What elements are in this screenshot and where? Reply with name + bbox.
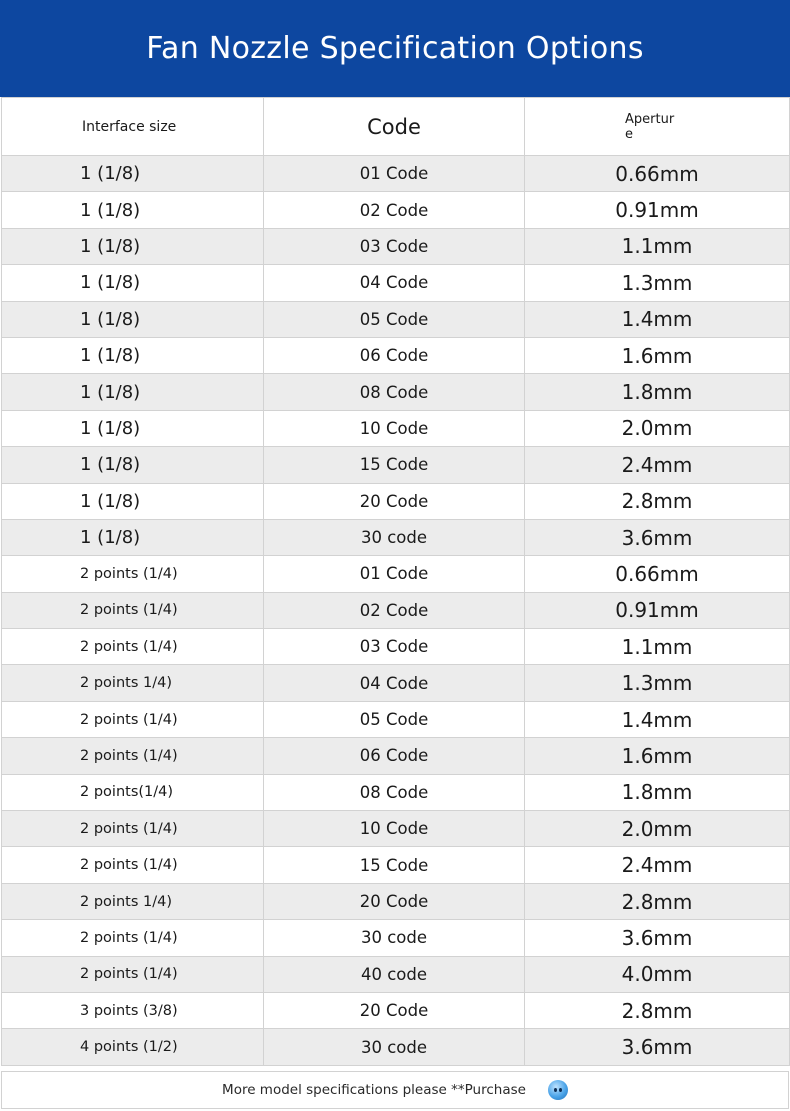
aperture-cell: 1.1mm — [525, 228, 790, 264]
aperture-cell: 1.3mm — [525, 265, 790, 301]
code-cell: 15 Code — [264, 447, 525, 483]
table-row — [2, 992, 790, 1028]
interface-size-cell: 1 (1/8) — [2, 519, 264, 555]
interface-size-cell: 1 (1/8) — [2, 337, 264, 373]
code-cell: 40 code — [264, 956, 525, 992]
aperture-cell: 0.91mm — [525, 192, 790, 228]
interface-size-cell: 1 (1/8) — [2, 410, 264, 446]
table-row — [2, 556, 790, 592]
code-cell: 15 Code — [264, 847, 525, 883]
table-row — [2, 774, 790, 810]
aperture-cell: 2.4mm — [525, 847, 790, 883]
page-banner — [0, 0, 790, 97]
code-cell: 10 Code — [264, 811, 525, 847]
code-cell: 03 Code — [264, 629, 525, 665]
code-cell: 30 code — [264, 519, 525, 555]
interface-size-cell: 1 (1/8) — [2, 447, 264, 483]
table-row — [2, 701, 790, 737]
aperture-cell: 1.1mm — [525, 629, 790, 665]
interface-size-cell: 1 (1/8) — [2, 192, 264, 228]
aperture-cell: 2.4mm — [525, 447, 790, 483]
table-row — [2, 592, 790, 628]
aperture-cell: 2.0mm — [525, 811, 790, 847]
interface-size-cell: 2 points (1/4) — [2, 701, 264, 737]
table-row — [2, 410, 790, 446]
aperture-cell: 1.8mm — [525, 774, 790, 810]
code-cell: 08 Code — [264, 774, 525, 810]
code-cell: 01 Code — [264, 156, 525, 192]
code-cell: 08 Code — [264, 374, 525, 410]
aperture-cell: 2.0mm — [525, 410, 790, 446]
aperture-cell: 1.3mm — [525, 665, 790, 701]
spec-table — [1, 97, 790, 1066]
interface-size-cell: 1 (1/8) — [2, 228, 264, 264]
aperture-cell: 2.8mm — [525, 483, 790, 519]
interface-size-cell: 1 (1/8) — [2, 374, 264, 410]
table-row — [2, 920, 790, 956]
interface-size-cell: 2 points (1/4) — [2, 629, 264, 665]
code-cell: 06 Code — [264, 337, 525, 373]
table-row — [2, 447, 790, 483]
aperture-cell: 1.8mm — [525, 374, 790, 410]
code-cell: 06 Code — [264, 738, 525, 774]
interface-size-cell: 4 points (1/2) — [2, 1029, 264, 1065]
table-row — [2, 228, 790, 264]
aperture-cell: 0.91mm — [525, 592, 790, 628]
aperture-cell: 3.6mm — [525, 1029, 790, 1065]
header-aperture-label: Apertur e — [625, 111, 675, 142]
aperture-cell: 1.4mm — [525, 301, 790, 337]
table-row — [2, 192, 790, 228]
table-row — [2, 374, 790, 410]
code-cell: 02 Code — [264, 592, 525, 628]
table-row — [2, 483, 790, 519]
table-row — [2, 956, 790, 992]
code-cell: 04 Code — [264, 665, 525, 701]
aperture-cell: 1.4mm — [525, 701, 790, 737]
table-row — [2, 811, 790, 847]
aperture-cell: 2.8mm — [525, 883, 790, 919]
interface-size-cell: 3 points (3/8) — [2, 992, 264, 1028]
aperture-cell: 0.66mm — [525, 556, 790, 592]
interface-size-cell: 1 (1/8) — [2, 301, 264, 337]
aperture-cell: 1.6mm — [525, 738, 790, 774]
aperture-cell: 3.6mm — [525, 920, 790, 956]
interface-size-cell: 2 points (1/4) — [2, 847, 264, 883]
header-aperture — [525, 98, 790, 156]
table-header-row — [2, 98, 790, 156]
aperture-cell: 3.6mm — [525, 519, 790, 555]
table-row — [2, 337, 790, 373]
interface-size-cell: 2 points (1/4) — [2, 592, 264, 628]
code-cell: 10 Code — [264, 410, 525, 446]
code-cell: 01 Code — [264, 556, 525, 592]
code-cell: 30 code — [264, 920, 525, 956]
interface-size-cell: 2 points 1/4) — [2, 883, 264, 919]
header-interface-size: Interface size — [2, 98, 264, 156]
table-row — [2, 847, 790, 883]
aperture-cell: 0.66mm — [525, 156, 790, 192]
code-cell: 20 Code — [264, 992, 525, 1028]
interface-size-cell: 1 (1/8) — [2, 265, 264, 301]
code-cell: 20 Code — [264, 483, 525, 519]
code-cell: 04 Code — [264, 265, 525, 301]
table-row — [2, 738, 790, 774]
table-row — [2, 629, 790, 665]
aperture-cell: 2.8mm — [525, 992, 790, 1028]
table-row — [2, 156, 790, 192]
table-row — [2, 301, 790, 337]
header-code: Code — [264, 98, 525, 156]
aperture-cell: 1.6mm — [525, 337, 790, 373]
interface-size-cell: 1 (1/8) — [2, 483, 264, 519]
code-cell: 02 Code — [264, 192, 525, 228]
aperture-cell: 4.0mm — [525, 956, 790, 992]
code-cell: 30 code — [264, 1029, 525, 1065]
table-row — [2, 665, 790, 701]
code-cell: 05 Code — [264, 701, 525, 737]
bubble-mascot-icon — [548, 1080, 568, 1100]
table-row — [2, 265, 790, 301]
page-title: Fan Nozzle Specification Options — [146, 31, 644, 66]
footer-note — [1, 1071, 789, 1109]
interface-size-cell: 2 points (1/4) — [2, 556, 264, 592]
code-cell: 05 Code — [264, 301, 525, 337]
interface-size-cell: 2 points(1/4) — [2, 774, 264, 810]
interface-size-cell: 2 points (1/4) — [2, 956, 264, 992]
interface-size-cell: 1 (1/8) — [2, 156, 264, 192]
interface-size-cell: 2 points (1/4) — [2, 738, 264, 774]
interface-size-cell: 2 points 1/4) — [2, 665, 264, 701]
interface-size-cell: 2 points (1/4) — [2, 920, 264, 956]
code-cell: 20 Code — [264, 883, 525, 919]
footer-text: More model specifications please **Purchase — [222, 1082, 526, 1098]
table-row — [2, 1029, 790, 1065]
table-row — [2, 883, 790, 919]
code-cell: 03 Code — [264, 228, 525, 264]
interface-size-cell: 2 points (1/4) — [2, 811, 264, 847]
table-row — [2, 519, 790, 555]
